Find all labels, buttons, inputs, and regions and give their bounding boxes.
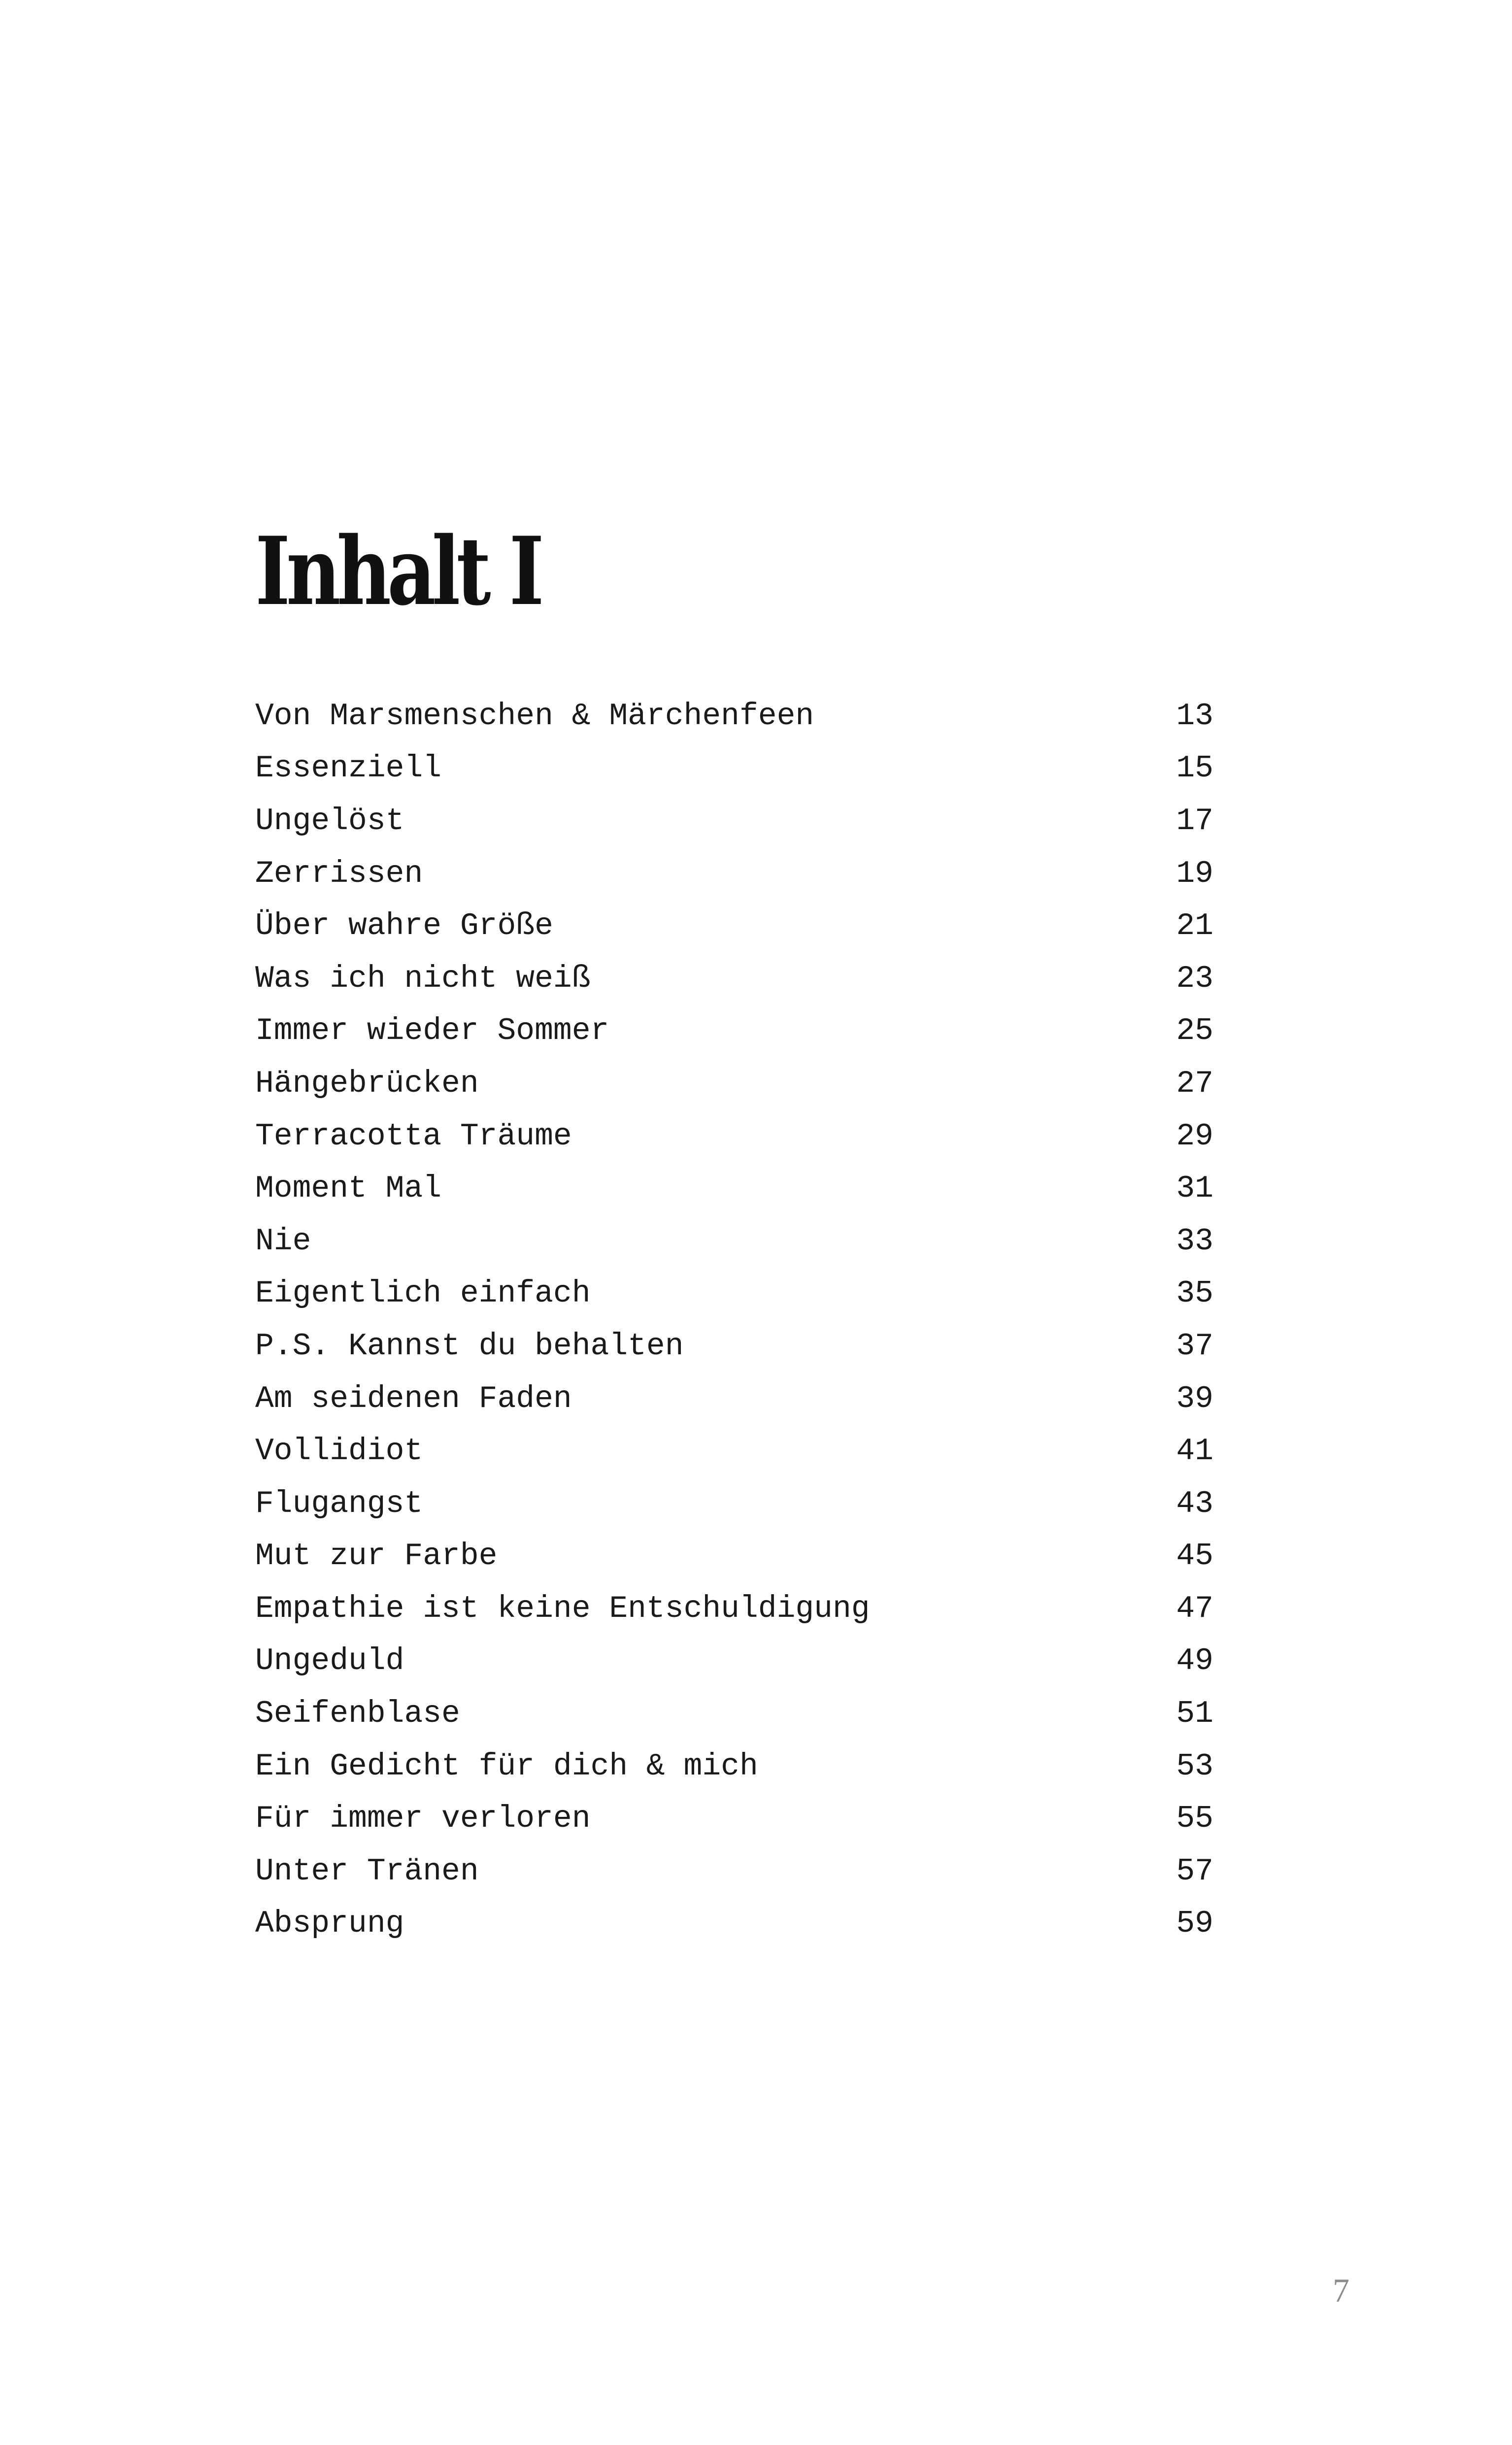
toc-entry-page: 29: [1176, 1118, 1213, 1154]
toc-entry-page: 43: [1176, 1486, 1213, 1521]
toc-entry: [255, 795, 1213, 847]
toc-entry-page: 47: [1176, 1591, 1213, 1626]
toc-entry-page: 17: [1176, 803, 1213, 838]
toc-entry-page: 35: [1176, 1276, 1213, 1311]
toc-entry-title: Von Marsmenschen & Märchenfeen: [255, 698, 814, 734]
toc-entry: [255, 1740, 1213, 1793]
toc-entry-title: Empathie ist keine Entschuldigung: [255, 1591, 870, 1626]
toc-entry-page: 21: [1176, 908, 1213, 944]
toc-entry-title: Vollidiot: [255, 1434, 423, 1469]
toc-entry-title: Für immer verloren: [255, 1801, 591, 1837]
page-number: 7: [1333, 2272, 1349, 2309]
toc-entry: [255, 1320, 1213, 1373]
toc-entry: [255, 1268, 1213, 1320]
toc-entry-page: 33: [1176, 1223, 1213, 1259]
toc-entry-title: Am seidenen Faden: [255, 1381, 572, 1416]
toc-entry: [255, 1057, 1213, 1110]
toc-entry-title: Flugangst: [255, 1486, 423, 1521]
toc-entry-page: 45: [1176, 1539, 1213, 1574]
toc-entry-title: Unter Tränen: [255, 1853, 479, 1889]
toc-entry-title: Immer wieder Sommer: [255, 1013, 609, 1049]
toc-entry-page: 15: [1176, 751, 1213, 786]
toc-entry: [255, 1582, 1213, 1635]
toc-entry-page: 39: [1176, 1381, 1213, 1416]
toc-entry-page: 19: [1176, 856, 1213, 891]
toc-entry-title: P.S. Kannst du behalten: [255, 1328, 684, 1364]
toc-entry-page: 41: [1176, 1434, 1213, 1469]
toc-entry-title: Ungelöst: [255, 803, 404, 838]
toc-entry-page: 53: [1176, 1748, 1213, 1784]
toc-entry: [255, 900, 1213, 952]
toc-entry: [255, 1635, 1213, 1688]
toc-entry-page: 59: [1176, 1906, 1213, 1942]
toc-entry-title: Mut zur Farbe: [255, 1539, 498, 1574]
toc-entry-title: Über wahre Größe: [255, 908, 553, 944]
toc-entry-title: Nie: [255, 1223, 311, 1259]
toc-entry-page: 27: [1176, 1066, 1213, 1101]
toc-entry-title: Absprung: [255, 1906, 404, 1942]
toc-entry-page: 51: [1176, 1696, 1213, 1732]
toc-entry-title: Seifenblase: [255, 1696, 460, 1732]
toc-entry: [255, 742, 1213, 795]
toc-entry: [255, 1687, 1213, 1740]
toc-entry: [255, 1845, 1213, 1898]
toc-entry: [255, 1373, 1213, 1425]
toc-entry-page: 57: [1176, 1853, 1213, 1889]
toc-entry: [255, 1215, 1213, 1268]
page-title: Inhalt I: [255, 516, 540, 626]
toc-entry-title: Ein Gedicht für dich & mich: [255, 1748, 758, 1784]
toc-entry-page: 37: [1176, 1328, 1213, 1364]
toc-entry: [255, 1530, 1213, 1583]
toc-entry-title: Eigentlich einfach: [255, 1276, 591, 1311]
toc-entry-page: 25: [1176, 1013, 1213, 1049]
toc-entry-page: 49: [1176, 1643, 1213, 1679]
toc-entry: [255, 847, 1213, 900]
toc-entry: [255, 1477, 1213, 1530]
toc-entry: [255, 690, 1213, 742]
toc-entry: [255, 1792, 1213, 1845]
toc-entry-title: Essenziell: [255, 751, 442, 786]
toc-entry-title: Hängebrücken: [255, 1066, 479, 1101]
toc-entry-title: Ungeduld: [255, 1643, 404, 1679]
toc-entry-title: Was ich nicht weiß: [255, 961, 591, 996]
toc-entry-page: 31: [1176, 1171, 1213, 1206]
toc-entry-title: Zerrissen: [255, 856, 423, 891]
toc-entry: [255, 1162, 1213, 1215]
toc-entry-title: Terracotta Träume: [255, 1118, 572, 1154]
toc-entry-page: 13: [1176, 698, 1213, 734]
toc-entry-page: 55: [1176, 1801, 1213, 1837]
toc-entry-page: 23: [1176, 961, 1213, 996]
toc-entry-title: Moment Mal: [255, 1171, 442, 1206]
toc-entry: [255, 952, 1213, 1005]
toc-entry: [255, 1425, 1213, 1477]
table-of-contents: [255, 690, 1213, 1950]
toc-entry: [255, 1110, 1213, 1163]
toc-entry: [255, 1005, 1213, 1058]
toc-entry: [255, 1898, 1213, 1950]
